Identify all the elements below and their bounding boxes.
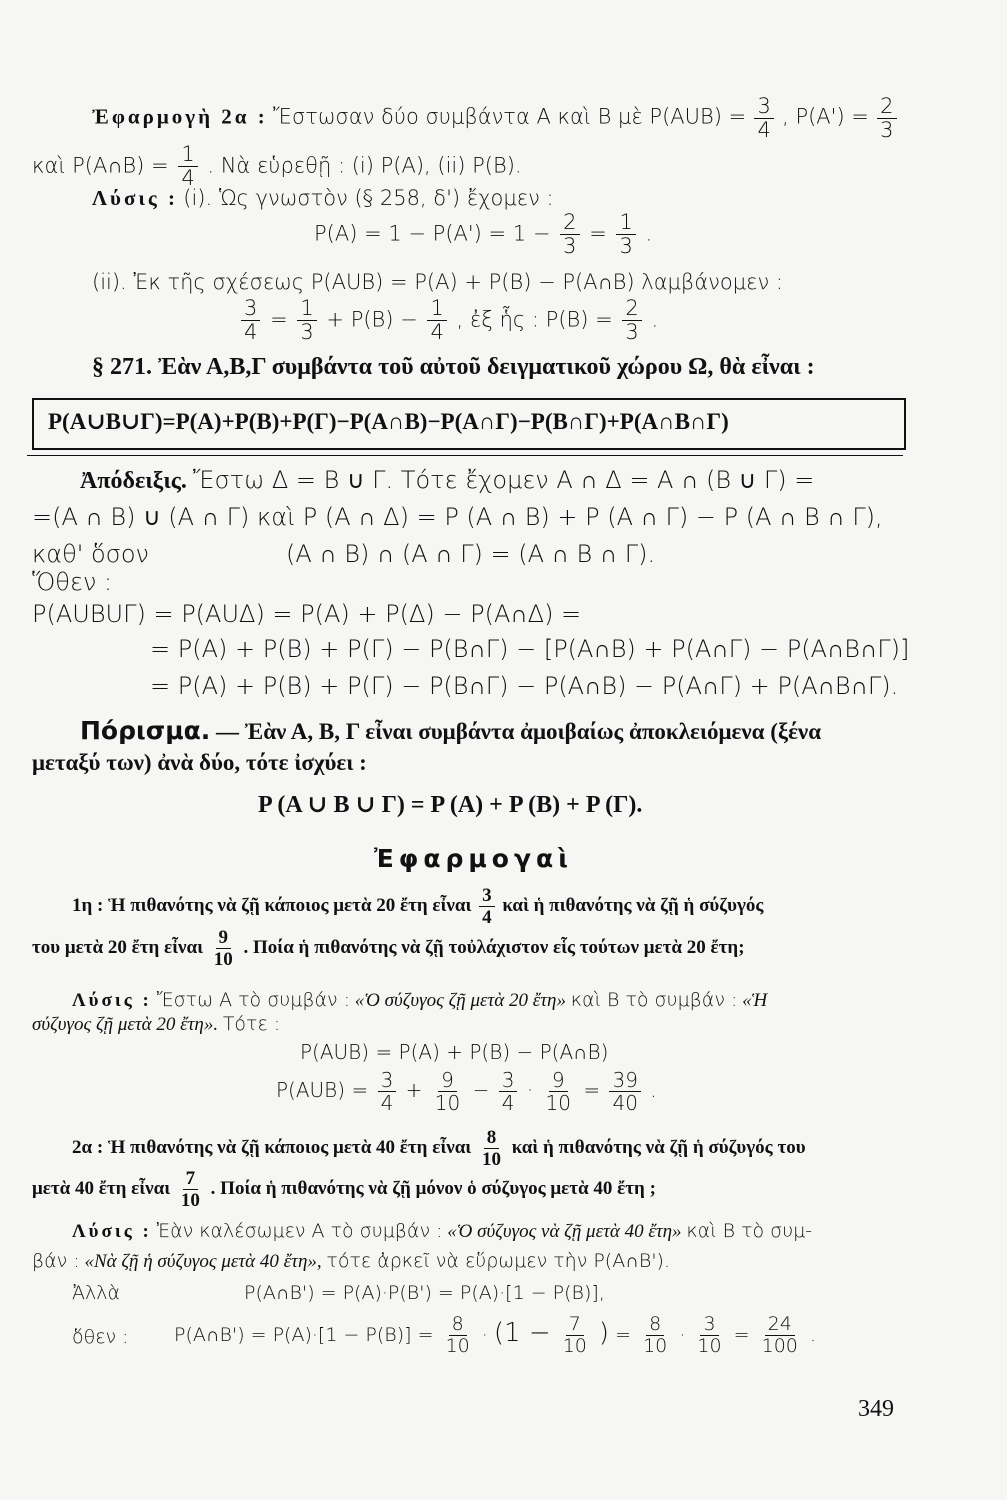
example-label: 2α : [72, 1136, 104, 1158]
solution-3-line-2 [32, 1250, 670, 1273]
text: . [651, 307, 659, 332]
fraction [560, 212, 579, 257]
fraction [178, 144, 197, 189]
quote: «Ὁ σύζυγος νὰ ζῇ μετὰ 40 ἔτη» [447, 1221, 682, 1242]
application-2a-line2 [32, 144, 522, 189]
equation-2 [238, 298, 658, 343]
numerator: 2 [560, 212, 579, 235]
application-text: Ἔστωσαν δύο συμβάντα Α καὶ Β μὲ P(AUB) = [273, 104, 747, 129]
corollary-line-2: μεταξύ των) ἀνὰ δύο, τότε ἰσχύει : [32, 750, 367, 775]
section-number: § 271. [92, 354, 152, 380]
example-2-line-2 [32, 1169, 656, 1210]
numerator: 1 [427, 298, 446, 321]
text: P(AUB) = [276, 1078, 369, 1102]
proof-line-4: Ὅθεν : [32, 568, 113, 596]
text: P(A∩B') = P(A)·[1 − P(B)] = [174, 1324, 434, 1346]
fraction [754, 96, 773, 141]
solution-label: Λύσις : [72, 1221, 152, 1242]
fraction [211, 928, 236, 969]
text: . Ποία ἡ πιθανότης νὰ ζῇ μόνον ὁ σύζυγος μετὰ 40 ἔτη ; [210, 1177, 656, 1199]
numerator: 9 [216, 928, 232, 949]
fraction [543, 1070, 574, 1113]
text: , P(A') = [782, 104, 869, 129]
text: Ἔστω Α τὸ συμβάν : [156, 989, 351, 1011]
text: καὶ ἡ πιθανότης νὰ ζῇ ἡ σύζυγός του [511, 1136, 806, 1158]
text: . [650, 1078, 657, 1102]
quote: «Ἡ [742, 990, 768, 1011]
applications-heading: Ἐφαρμογαὶ [374, 844, 573, 873]
corollary-label: Πόρισμα. [80, 716, 211, 745]
numerator: 3 [241, 298, 260, 321]
solution-3-alla-label: Ἀλλὰ [72, 1282, 121, 1304]
numerator: 2 [622, 298, 641, 321]
text: = [733, 1324, 750, 1346]
text: — Ἐὰν Α, Β, Γ εἶναι συμβάντα ἀμοιβαίως ἀποκλειόμενα (ξένα [216, 719, 822, 744]
numerator: 7 [183, 1169, 199, 1190]
text: καὶ Β τὸ συμβάν : [570, 989, 738, 1011]
text: καὶ ἡ πιθανότης νὰ ζῇ ἡ σύζυγός [502, 894, 764, 916]
solution-2-line-1 [72, 989, 767, 1012]
solution-3-alla-equation: P(A∩B') = P(A)·P(B') = P(A)·[1 − P(B)], [244, 1282, 605, 1304]
proof-line-2: =(A ∩ B) ∪ (A ∩ Γ) καὶ P (A ∩ Δ) = P (A ∩ B) + P (A ∩ Γ) − P (A ∩ B ∩ Γ), [32, 503, 883, 531]
denominator: 3 [625, 320, 639, 344]
solution-label: Λύσις : [92, 186, 178, 210]
solution-2-equation-1: P(AUB) = P(A) + P(B) − P(A∩B) [300, 1040, 609, 1064]
corollary-formula: P (A ∪ B ∪ Γ) = P (A) + P (B) + P (Γ). [258, 792, 643, 818]
proof-line-7: = P(A) + P(B) + P(Γ) − P(B∩Γ) − P(A∩B) − P(A∩Γ) + P(A∩B∩Γ). [150, 672, 899, 700]
fraction [640, 1315, 670, 1356]
text: . [645, 221, 653, 246]
solution-3-othen-label: ὅθεν : [72, 1326, 129, 1348]
example-2-line-1 [72, 1128, 806, 1169]
text: . Ποία ἡ πιθανότης νὰ ζῇ τοὐλάχιστον εἷς τούτων μετὰ 20 ἔτη; [243, 936, 745, 958]
text: + P(B) − [326, 307, 418, 332]
proof-line-3b: (A ∩ B) ∩ (A ∩ Γ) = (A ∩ B ∩ Γ). [286, 540, 656, 568]
proof-line-5: P(AUBUΓ) = P(AUΔ) = P(A) + P(Δ) − P(A∩Δ) = [32, 600, 582, 628]
text: (1 − [493, 1318, 551, 1348]
example-label: 1η : [72, 894, 104, 916]
text: καὶ P(A∩B) = [32, 153, 169, 178]
theorem-formula: P(A∪B∪Γ)=P(A)+P(B)+P(Γ)−P(A∩B)−P(A∩Γ)−P(B∩Γ)+P(A∩B∩Γ) [48, 409, 729, 434]
text: · [679, 1324, 686, 1346]
text: του μετὰ 20 ἔτη εἶναι [32, 936, 204, 958]
numerator: 3 [499, 1070, 518, 1092]
text: Ἡ πιθανότης νὰ ζῇ κάποιος μετὰ 40 ἔτη εἶναι [107, 1136, 472, 1158]
solution-2-equation-2 [276, 1070, 657, 1113]
numerator: 3 [700, 1315, 718, 1336]
text: Τότε : [222, 1013, 281, 1035]
numerator: 1 [616, 212, 635, 235]
numerator: 3 [479, 886, 495, 907]
quote: «Νὰ ζῇ ἡ σύζυγος μετὰ 40 ἔτη», [84, 1251, 322, 1272]
example-1-line-1 [72, 886, 763, 927]
denominator: 4 [244, 320, 258, 344]
numerator: 1 [297, 298, 316, 321]
fraction [616, 212, 635, 257]
denominator: 4 [482, 907, 492, 928]
fraction [609, 1070, 640, 1113]
text: καὶ Β τὸ συμ- [686, 1220, 813, 1242]
denominator: 3 [619, 234, 633, 258]
text: τότε ἀρκεῖ νὰ εὕρωμεν τὴν P(A∩B'). [326, 1250, 670, 1272]
section-text: Ἐὰν Α,Β,Γ συμβάντα τοῦ αὐτοῦ δειγματικοῦ χώρου Ω, θὰ εἶναι : [158, 354, 815, 380]
theorem-box-underline [27, 455, 903, 456]
fraction [178, 1169, 203, 1210]
text: ) [598, 1318, 610, 1348]
numerator: 8 [449, 1315, 467, 1336]
denominator: 10 [180, 1190, 200, 1211]
numerator: 7 [566, 1315, 584, 1336]
fraction [443, 1315, 473, 1356]
fraction [560, 1315, 590, 1356]
numerator: 3 [754, 96, 773, 119]
denominator: 10 [545, 1091, 571, 1115]
denominator: 10 [643, 1335, 668, 1357]
text: . [809, 1324, 816, 1346]
solution-1b-line: (ii). Ἐκ τῆς σχέσεως P(AUB) = P(A) + P(B) − P(A∩B) λαμβάνομεν : [92, 270, 783, 294]
numerator: 8 [646, 1315, 664, 1336]
text: . Νὰ εὑρεθῇ : (i) P(A), (ii) P(B). [207, 153, 522, 178]
proof-line-1 [80, 466, 814, 495]
fraction [759, 1315, 801, 1356]
denominator: 10 [562, 1335, 587, 1357]
text: + [405, 1078, 423, 1102]
text: = [589, 221, 607, 246]
section-271-heading [92, 354, 815, 381]
text: = [615, 1324, 632, 1346]
example-1-line-2 [32, 928, 745, 969]
proof-line-3 [32, 540, 149, 568]
fraction [297, 298, 316, 343]
numerator: 8 [484, 1128, 500, 1149]
equation-1 [314, 212, 652, 257]
proof-line-6: = P(A) + P(B) + P(Γ) − P(B∩Γ) − [P(A∩B) + P(A∩Γ) − P(A∩B∩Γ)] [150, 635, 910, 663]
application-2a-line [92, 96, 900, 141]
text: Ἐὰν καλέσωμεν Α τὸ συμβάν : [156, 1220, 443, 1242]
text: (i). Ὡς γνωστὸν (§ 258, δ') ἔχομεν : [183, 186, 554, 210]
numerator: 24 [765, 1315, 795, 1336]
text: βάν : [32, 1250, 80, 1272]
quote: «Ὁ σύζυγος ζῇ μετὰ 20 ἔτη» [354, 990, 566, 1011]
text: μετὰ 40 ἔτη εἶναι [32, 1177, 171, 1199]
numerator: 3 [378, 1070, 397, 1092]
denominator: 4 [430, 320, 444, 344]
solution-1-line [92, 186, 554, 211]
proof-label: Ἀπόδειξις. [80, 468, 187, 494]
solution-3-othen-equation [174, 1315, 816, 1356]
denominator: 3 [563, 234, 577, 258]
denominator: 10 [697, 1335, 722, 1357]
text: Ἔστω Δ = B ∪ Γ. Τότε ἔχομεν A ∩ Δ = A ∩ (B ∪ Γ) = [192, 466, 815, 494]
denominator: 100 [761, 1335, 798, 1357]
numerator: 39 [609, 1070, 640, 1092]
denominator: 10 [434, 1091, 461, 1115]
solution-label: Λύσις : [72, 990, 152, 1011]
text: P(A) = 1 − P(A') = 1 − [314, 221, 551, 246]
fraction [499, 1070, 518, 1113]
denominator: 10 [481, 1149, 501, 1170]
denominator: 4 [181, 166, 195, 190]
denominator: 10 [445, 1335, 470, 1357]
fraction [877, 96, 896, 141]
numerator: 1 [178, 144, 197, 167]
solution-3-line-1 [72, 1220, 812, 1243]
numerator: 9 [549, 1070, 568, 1092]
denominator: 40 [612, 1091, 638, 1115]
fraction [479, 1128, 504, 1169]
denominator: 4 [501, 1091, 515, 1115]
application-label: Ἐφαρμογὴ 2α : [92, 104, 268, 129]
numerator: 2 [877, 96, 896, 119]
solution-2-line-2 [32, 1013, 280, 1036]
denominator: 4 [380, 1091, 394, 1115]
fraction [427, 298, 446, 343]
denominator: 3 [300, 320, 314, 344]
denominator: 4 [757, 118, 771, 142]
text: , ἐξ ἧς : P(B) = [456, 307, 613, 332]
quote: σύζυγος ζῇ μετὰ 20 ἔτη». [32, 1014, 219, 1035]
text: · [526, 1078, 534, 1102]
fraction [479, 886, 495, 927]
text: = [583, 1078, 601, 1102]
fraction [378, 1070, 397, 1113]
numerator: 9 [438, 1070, 457, 1092]
text: καθ' ὅσον [32, 540, 149, 568]
fraction [241, 298, 260, 343]
fraction [432, 1070, 463, 1113]
text: = [270, 307, 288, 332]
denominator: 3 [880, 118, 894, 142]
page-number: 349 [858, 1396, 894, 1422]
text: − [472, 1078, 490, 1102]
fraction [622, 298, 641, 343]
text: Ἡ πιθανότης νὰ ζῇ κάποιος μετὰ 20 ἔτη εἶναι [108, 894, 472, 916]
corollary-line-1 [80, 716, 821, 745]
text: · [481, 1324, 488, 1346]
fraction [694, 1315, 724, 1356]
denominator: 10 [213, 949, 233, 970]
